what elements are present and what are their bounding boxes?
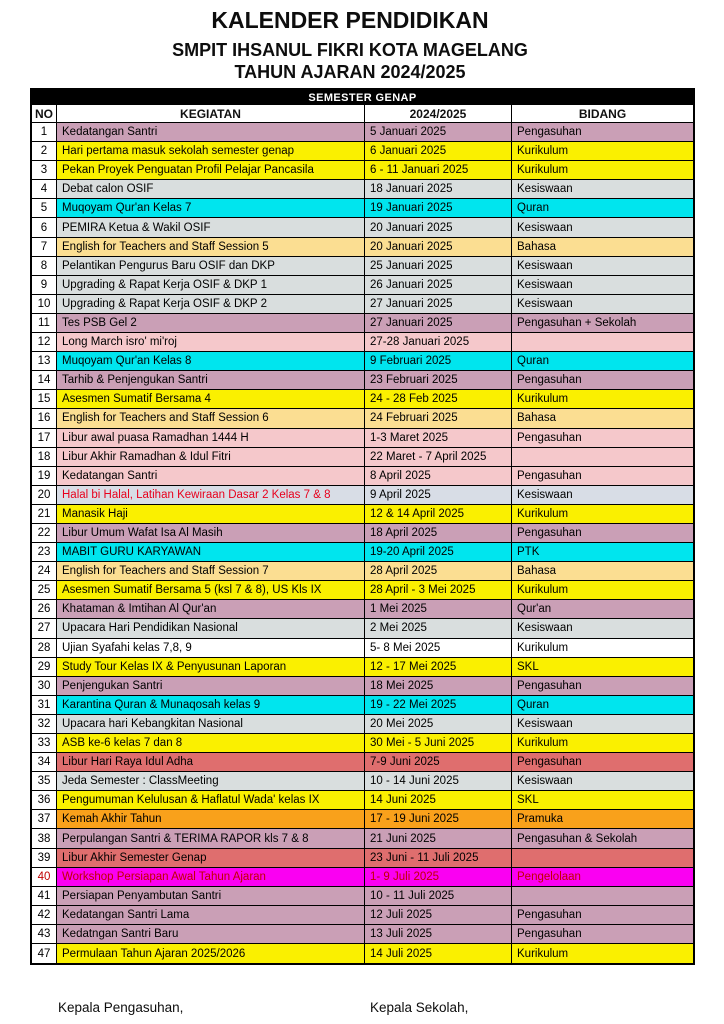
- cell-no: 47: [32, 944, 57, 963]
- cell-no: 27: [32, 619, 57, 638]
- cell-kegiatan: Libur Akhir Ramadhan & Idul Fitri: [57, 448, 365, 467]
- cell-bidang: Kurikulum: [512, 161, 693, 180]
- cell-bidang: [512, 887, 693, 906]
- cell-tanggal: 10 - 14 Juni 2025: [365, 772, 512, 791]
- cell-bidang: Kesiswaan: [512, 715, 693, 734]
- cell-kegiatan: Kedatangan Santri: [57, 123, 365, 142]
- cell-kegiatan: Penjengukan Santri: [57, 677, 365, 696]
- cell-bidang: Pramuka: [512, 810, 693, 829]
- cell-kegiatan: Karantina Quran & Munaqosah kelas 9: [57, 696, 365, 715]
- cell-no: 22: [32, 524, 57, 543]
- cell-bidang: Kurikulum: [512, 505, 693, 524]
- cell-kegiatan: Pelantikan Pengurus Baru OSIF dan DKP: [57, 257, 365, 276]
- cell-kegiatan: Libur Akhir Semester Genap: [57, 849, 365, 868]
- table-row: [32, 829, 693, 848]
- cell-tanggal: 10 - 11 Juli 2025: [365, 887, 512, 906]
- cell-no: 7: [32, 238, 57, 257]
- column-header-tahun: 2024/2025: [365, 105, 512, 123]
- cell-no: 18: [32, 448, 57, 467]
- cell-tanggal: 12 & 14 April 2025: [365, 505, 512, 524]
- cell-no: 39: [32, 849, 57, 868]
- cell-kegiatan: Asesmen Sumatif Bersama 5 (ksl 7 & 8), US Kls IX: [57, 581, 365, 600]
- cell-bidang: Pengasuhan: [512, 429, 693, 448]
- cell-tanggal: 19-20 April 2025: [365, 543, 512, 562]
- cell-no: 31: [32, 696, 57, 715]
- cell-tanggal: 18 Mei 2025: [365, 677, 512, 696]
- table-row: [32, 333, 693, 352]
- cell-no: 5: [32, 199, 57, 218]
- cell-tanggal: 9 April 2025: [365, 486, 512, 505]
- table-row: [32, 161, 693, 180]
- cell-kegiatan: Kedatangan Santri Lama: [57, 906, 365, 925]
- table-header-row: [32, 105, 693, 123]
- table-row: [32, 409, 693, 428]
- cell-bidang: Kesiswaan: [512, 276, 693, 295]
- page-subtitle-year: TAHUN AJARAN 2024/2025: [234, 62, 466, 82]
- cell-kegiatan: Kemah Akhir Tahun: [57, 810, 365, 829]
- cell-kegiatan: Debat calon OSIF: [57, 180, 365, 199]
- cell-kegiatan: English for Teachers and Staff Session 6: [57, 409, 365, 428]
- cell-tanggal: 12 Juli 2025: [365, 906, 512, 925]
- cell-no: 8: [32, 257, 57, 276]
- cell-kegiatan: Perpulangan Santri & TERIMA RAPOR kls 7 & 8: [57, 829, 365, 848]
- cell-no: 40: [32, 868, 57, 887]
- cell-tanggal: 26 Januari 2025: [365, 276, 512, 295]
- cell-kegiatan: Manasik Haji: [57, 505, 365, 524]
- cell-no: 28: [32, 639, 57, 658]
- cell-kegiatan: Tes PSB Gel 2: [57, 314, 365, 333]
- cell-kegiatan: Upacara Hari Pendidikan Nasional: [57, 619, 365, 638]
- cell-bidang: Pengasuhan: [512, 371, 693, 390]
- cell-kegiatan: Pengumuman Kelulusan & Haflatul Wada' kelas IX: [57, 791, 365, 810]
- cell-bidang: Bahasa: [512, 238, 693, 257]
- cell-no: 29: [32, 658, 57, 677]
- cell-no: 19: [32, 467, 57, 486]
- cell-kegiatan: Pekan Proyek Penguatan Profil Pelajar Pancasila: [57, 161, 365, 180]
- column-header-kegiatan: KEGIATAN: [57, 105, 365, 123]
- table-row: [32, 505, 693, 524]
- table-row: [32, 123, 693, 142]
- table-row: [32, 314, 693, 333]
- table-row: [32, 371, 693, 390]
- cell-kegiatan: PEMIRA Ketua & Wakil OSIF: [57, 218, 365, 237]
- cell-bidang: Kesiswaan: [512, 295, 693, 314]
- table-row: [32, 467, 693, 486]
- cell-bidang: Quran: [512, 352, 693, 371]
- cell-tanggal: 23 Februari 2025: [365, 371, 512, 390]
- cell-bidang: [512, 849, 693, 868]
- cell-bidang: Bahasa: [512, 409, 693, 428]
- table-row: [32, 734, 693, 753]
- table-row: [32, 677, 693, 696]
- table-row: [32, 390, 693, 409]
- cell-tanggal: 23 Juni - 11 Juli 2025: [365, 849, 512, 868]
- cell-bidang: Kurikulum: [512, 734, 693, 753]
- cell-tanggal: 13 Juli 2025: [365, 925, 512, 944]
- cell-bidang: Kesiswaan: [512, 257, 693, 276]
- cell-kegiatan: Libur Hari Raya Idul Adha: [57, 753, 365, 772]
- cell-bidang: Pengasuhan: [512, 925, 693, 944]
- signature-left: Kepala Pengasuhan,: [58, 1000, 184, 1015]
- cell-kegiatan: English for Teachers and Staff Session 7: [57, 562, 365, 581]
- cell-tanggal: 14 Juli 2025: [365, 944, 512, 963]
- table-row: [32, 696, 693, 715]
- cell-tanggal: 14 Juni 2025: [365, 791, 512, 810]
- cell-tanggal: 30 Mei - 5 Juni 2025: [365, 734, 512, 753]
- column-header-no: NO: [32, 105, 57, 123]
- cell-kegiatan: Long March isro' mi'roj: [57, 333, 365, 352]
- cell-kegiatan: Upacara hari Kebangkitan Nasional: [57, 715, 365, 734]
- cell-bidang: Kesiswaan: [512, 486, 693, 505]
- table-row: [32, 180, 693, 199]
- cell-bidang: Pengasuhan & Sekolah: [512, 829, 693, 848]
- cell-no: 34: [32, 753, 57, 772]
- cell-kegiatan: Study Tour Kelas IX & Penyusunan Laporan: [57, 658, 365, 677]
- cell-bidang: Pengasuhan: [512, 467, 693, 486]
- cell-bidang: Quran: [512, 696, 693, 715]
- column-header-bidang: BIDANG: [512, 105, 693, 123]
- cell-kegiatan: Hari pertama masuk sekolah semester genap: [57, 142, 365, 161]
- cell-no: 33: [32, 734, 57, 753]
- signature-right: Kepala Sekolah,: [370, 1000, 469, 1015]
- cell-no: 1: [32, 123, 57, 142]
- cell-tanggal: 27 Januari 2025: [365, 295, 512, 314]
- cell-tanggal: 24 - 28 Feb 2025: [365, 390, 512, 409]
- cell-tanggal: 7-9 Juni 2025: [365, 753, 512, 772]
- cell-no: 2: [32, 142, 57, 161]
- cell-tanggal: 25 Januari 2025: [365, 257, 512, 276]
- table-row: [32, 257, 693, 276]
- table-row: [32, 658, 693, 677]
- cell-kegiatan: Kedatangan Santri: [57, 467, 365, 486]
- cell-no: 10: [32, 295, 57, 314]
- table-row: [32, 753, 693, 772]
- cell-bidang: SKL: [512, 658, 693, 677]
- cell-no: 24: [32, 562, 57, 581]
- table-row: [32, 600, 693, 619]
- cell-kegiatan: ASB ke-6 kelas 7 dan 8: [57, 734, 365, 753]
- cell-kegiatan: English for Teachers and Staff Session 5: [57, 238, 365, 257]
- cell-bidang: Kurikulum: [512, 142, 693, 161]
- table-row: [32, 486, 693, 505]
- table-row: [32, 429, 693, 448]
- cell-tanggal: 20 Januari 2025: [365, 218, 512, 237]
- cell-tanggal: 20 Januari 2025: [365, 238, 512, 257]
- cell-bidang: Pengasuhan: [512, 123, 693, 142]
- table-row: [32, 619, 693, 638]
- table-row: [32, 715, 693, 734]
- cell-tanggal: 2 Mei 2025: [365, 619, 512, 638]
- table-row: [32, 218, 693, 237]
- cell-bidang: Qur'an: [512, 600, 693, 619]
- cell-tanggal: 1- 9 Juli 2025: [365, 868, 512, 887]
- table-row: [32, 199, 693, 218]
- cell-bidang: [512, 448, 693, 467]
- table-row: [32, 581, 693, 600]
- cell-no: 26: [32, 600, 57, 619]
- table-row: [32, 238, 693, 257]
- cell-bidang: Pengasuhan: [512, 524, 693, 543]
- cell-no: 11: [32, 314, 57, 333]
- cell-tanggal: 1 Mei 2025: [365, 600, 512, 619]
- table-row: [32, 562, 693, 581]
- cell-bidang: Pengasuhan + Sekolah: [512, 314, 693, 333]
- table-row: [32, 543, 693, 562]
- cell-bidang: Kurikulum: [512, 581, 693, 600]
- cell-bidang: Pengasuhan: [512, 677, 693, 696]
- cell-tanggal: 5- 8 Mei 2025: [365, 639, 512, 658]
- cell-no: 36: [32, 791, 57, 810]
- cell-no: 23: [32, 543, 57, 562]
- cell-no: 42: [32, 906, 57, 925]
- cell-tanggal: 28 April - 3 Mei 2025: [365, 581, 512, 600]
- cell-tanggal: 20 Mei 2025: [365, 715, 512, 734]
- cell-tanggal: 19 Januari 2025: [365, 199, 512, 218]
- cell-no: 30: [32, 677, 57, 696]
- cell-kegiatan: Permulaan Tahun Ajaran 2025/2026: [57, 944, 365, 963]
- cell-tanggal: 27-28 Januari 2025: [365, 333, 512, 352]
- cell-no: 21: [32, 505, 57, 524]
- cell-kegiatan: Jeda Semester : ClassMeeting: [57, 772, 365, 791]
- cell-bidang: Pengasuhan: [512, 753, 693, 772]
- cell-no: 3: [32, 161, 57, 180]
- cell-kegiatan: Ujian Syafahi kelas 7,8, 9: [57, 639, 365, 658]
- table-row: [32, 639, 693, 658]
- cell-kegiatan: Libur Umum Wafat Isa Al Masih: [57, 524, 365, 543]
- cell-no: 6: [32, 218, 57, 237]
- cell-kegiatan: Muqoyam Qur'an Kelas 8: [57, 352, 365, 371]
- cell-bidang: [512, 333, 693, 352]
- cell-no: 4: [32, 180, 57, 199]
- cell-kegiatan: Halal bi Halal, Latihan Kewiraan Dasar 2 Kelas 7 & 8: [57, 486, 365, 505]
- cell-tanggal: 18 Januari 2025: [365, 180, 512, 199]
- cell-kegiatan: Persiapan Penyambutan Santri: [57, 887, 365, 906]
- cell-bidang: PTK: [512, 543, 693, 562]
- table-row: [32, 791, 693, 810]
- table-row: [32, 849, 693, 868]
- cell-no: 17: [32, 429, 57, 448]
- cell-kegiatan: Libur awal puasa Ramadhan 1444 H: [57, 429, 365, 448]
- cell-bidang: Kurikulum: [512, 639, 693, 658]
- cell-tanggal: 9 Februari 2025: [365, 352, 512, 371]
- cell-no: 12: [32, 333, 57, 352]
- cell-no: 41: [32, 887, 57, 906]
- cell-kegiatan: Asesmen Sumatif Bersama 4: [57, 390, 365, 409]
- table-row: [32, 276, 693, 295]
- cell-tanggal: 6 - 11 Januari 2025: [365, 161, 512, 180]
- cell-bidang: Pengasuhan: [512, 906, 693, 925]
- cell-kegiatan: MABIT GURU KARYAWAN: [57, 543, 365, 562]
- table-body: [32, 123, 693, 963]
- table-row: [32, 944, 693, 963]
- cell-bidang: Kurikulum: [512, 944, 693, 963]
- cell-bidang: Quran: [512, 199, 693, 218]
- table-row: [32, 352, 693, 371]
- cell-tanggal: 17 - 19 Juni 2025: [365, 810, 512, 829]
- cell-bidang: Kurikulum: [512, 390, 693, 409]
- cell-kegiatan: Upgrading & Rapat Kerja OSIF & DKP 2: [57, 295, 365, 314]
- cell-no: 16: [32, 409, 57, 428]
- table-row: [32, 772, 693, 791]
- calendar-table: [30, 88, 695, 965]
- page-subtitle-school: SMPIT IHSANUL FIKRI KOTA MAGELANG: [172, 40, 528, 60]
- cell-tanggal: 5 Januari 2025: [365, 123, 512, 142]
- semester-banner: SEMESTER GENAP: [32, 90, 693, 105]
- cell-bidang: Kesiswaan: [512, 218, 693, 237]
- table-row: [32, 906, 693, 925]
- table-row: [32, 925, 693, 944]
- table-row: [32, 448, 693, 467]
- cell-bidang: Kesiswaan: [512, 619, 693, 638]
- cell-bidang: Kesiswaan: [512, 180, 693, 199]
- cell-no: 32: [32, 715, 57, 734]
- cell-tanggal: 27 Januari 2025: [365, 314, 512, 333]
- cell-tanggal: 18 April 2025: [365, 524, 512, 543]
- cell-kegiatan: Muqoyam Qur'an Kelas 7: [57, 199, 365, 218]
- cell-tanggal: 24 Februari 2025: [365, 409, 512, 428]
- cell-tanggal: 12 - 17 Mei 2025: [365, 658, 512, 677]
- cell-kegiatan: Tarhib & Penjengukan Santri: [57, 371, 365, 390]
- cell-no: 35: [32, 772, 57, 791]
- cell-tanggal: 6 Januari 2025: [365, 142, 512, 161]
- table-row: [32, 142, 693, 161]
- cell-no: 15: [32, 390, 57, 409]
- cell-no: 13: [32, 352, 57, 371]
- cell-tanggal: 28 April 2025: [365, 562, 512, 581]
- cell-bidang: Pengelolaan: [512, 868, 693, 887]
- cell-bidang: SKL: [512, 791, 693, 810]
- cell-kegiatan: Workshop Persiapan Awal Tahun Ajaran: [57, 868, 365, 887]
- cell-no: 38: [32, 829, 57, 848]
- cell-no: 20: [32, 486, 57, 505]
- cell-no: 9: [32, 276, 57, 295]
- cell-bidang: Kesiswaan: [512, 772, 693, 791]
- table-row: [32, 524, 693, 543]
- cell-tanggal: 22 Maret - 7 April 2025: [365, 448, 512, 467]
- cell-tanggal: 21 Juni 2025: [365, 829, 512, 848]
- cell-no: 37: [32, 810, 57, 829]
- cell-kegiatan: Khataman & Imtihan Al Qur'an: [57, 600, 365, 619]
- table-row: [32, 887, 693, 906]
- cell-no: 14: [32, 371, 57, 390]
- cell-kegiatan: Kedatngan Santri Baru: [57, 925, 365, 944]
- cell-tanggal: 1-3 Maret 2025: [365, 429, 512, 448]
- cell-kegiatan: Upgrading & Rapat Kerja OSIF & DKP 1: [57, 276, 365, 295]
- cell-no: 43: [32, 925, 57, 944]
- table-row: [32, 810, 693, 829]
- table-row: [32, 295, 693, 314]
- table-row: [32, 868, 693, 887]
- cell-bidang: Bahasa: [512, 562, 693, 581]
- page-title: KALENDER PENDIDIKAN: [211, 7, 489, 33]
- cell-tanggal: 8 April 2025: [365, 467, 512, 486]
- cell-no: 25: [32, 581, 57, 600]
- cell-tanggal: 19 - 22 Mei 2025: [365, 696, 512, 715]
- document-titles: [0, 6, 700, 83]
